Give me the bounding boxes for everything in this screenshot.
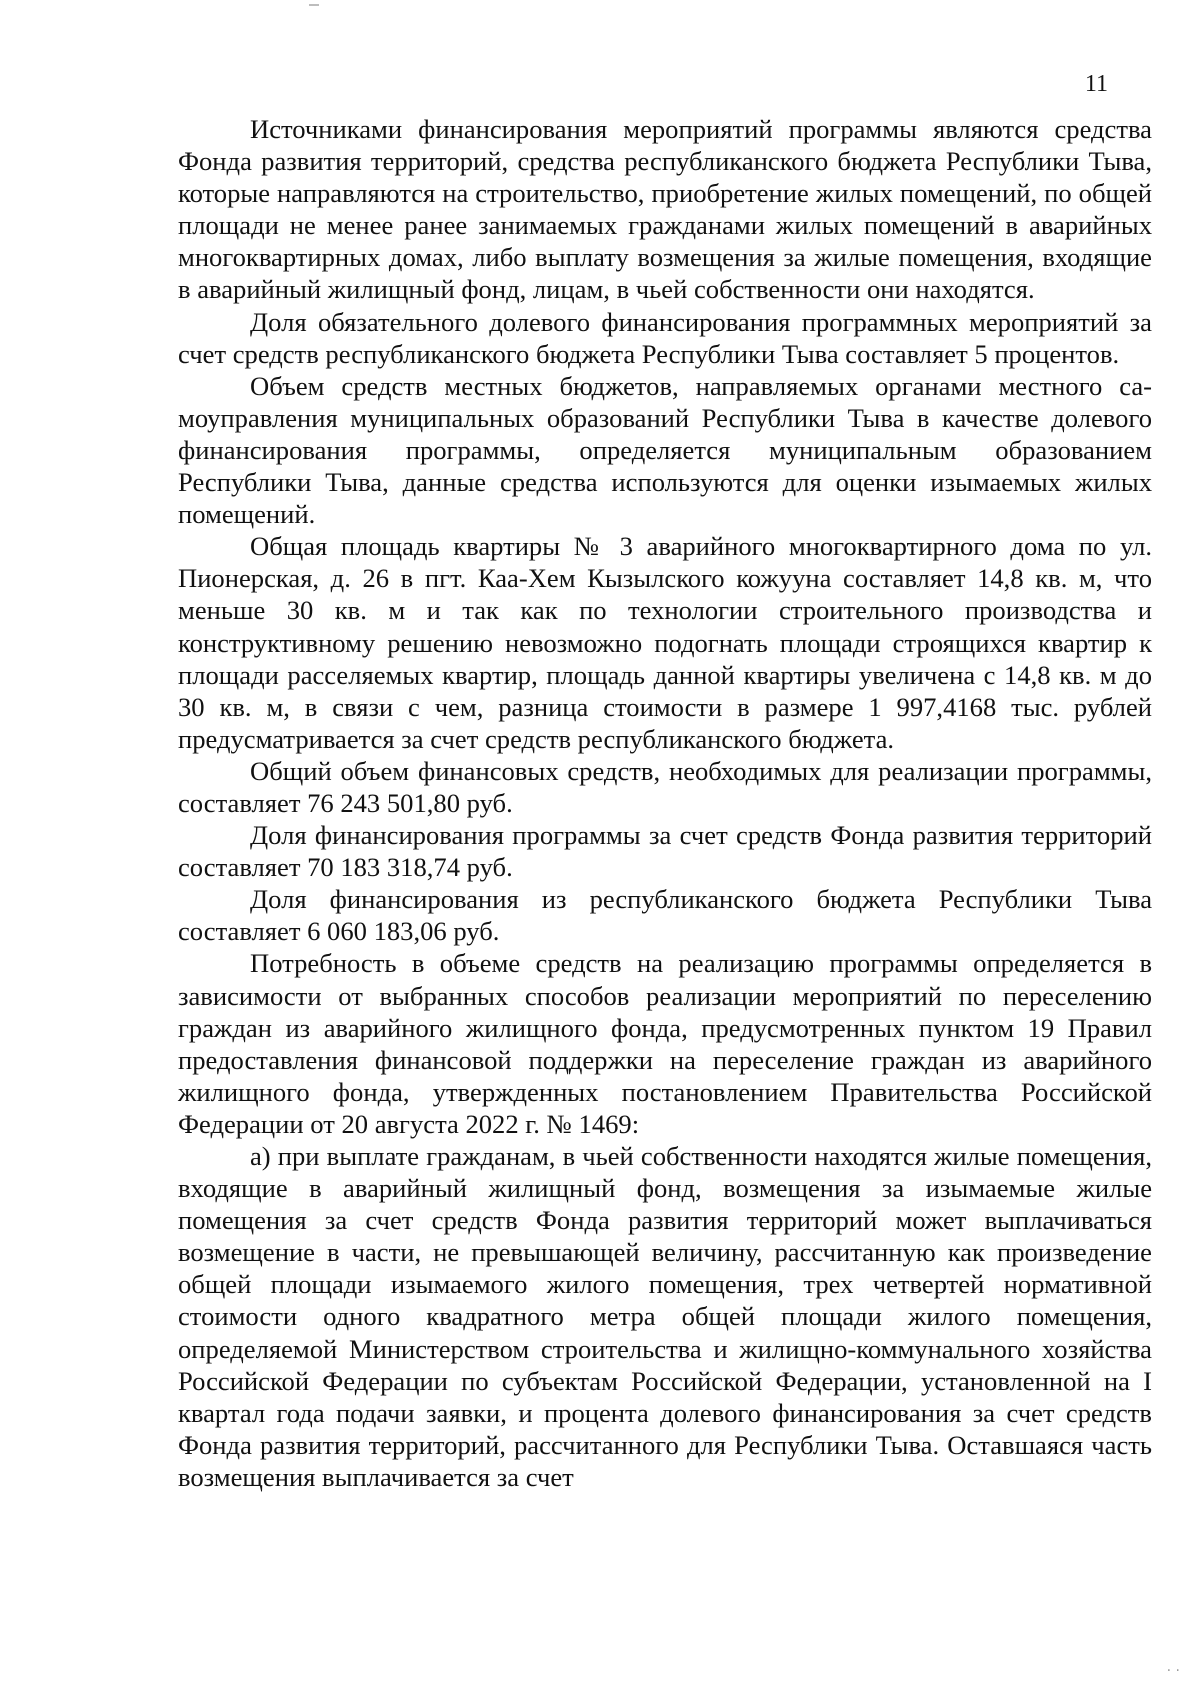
paragraph-local-budgets: Объем средств местных бюджетов, направляемых органами местного самоуправления муниципальных образований Республики Тыва в качестве долевого финансирования программы, определяется муниципальным образованием Республики Тыва, данные средства используются для оценки изымаемых жилых помещений. — [178, 370, 1152, 530]
paragraph-mandatory-share: Доля обязательного долевого финансирования программных мероприятий за счет средств республиканского бюджета Республики Тыва составляет 5 процентов. — [178, 306, 1152, 369]
paragraph-funding-sources: Источниками финансирования мероприятий программы являются средства Фонда развития территорий, средства республиканского бюджета Республики Тыва, которые направляются на строительство, приобретение жилых помещений, по общей площади не менее ранее занимаемых гражданами жилых помещений в аварийных многоквартирных домах, либо выплату возмещения за жилые помещения, входящие в аварийный жилищный фонд, лицам, в чьей собственности они находятся. — [178, 114, 1152, 305]
scan-artifact — [309, 4, 319, 6]
document-body — [178, 113, 1152, 1493]
paragraph-funding-need: Потребность в объеме средств на реализацию программы определяется в зависимости от выбранных способов реализации мероприятий по переселению граждан из аварийного жилищного фонда, предусмотренных пунктом 19 Правил предоставления финансовой поддержки на переселение граждан из аварийного жилищного фонда, утвержденных постановлением Правительства Российской Федерации от 20 августа 2022 г. № 1469: — [178, 948, 1152, 1139]
page-number: 11 — [1084, 71, 1108, 97]
paragraph-republic-share: Доля финансирования из республиканского бюджета Республики Тыва составляет 6 060 183,06 руб. — [178, 884, 1152, 947]
scan-artifact-corner: · · — [1166, 1663, 1180, 1679]
paragraph-apartment-area: Общая площадь квартиры № 3 аварийного многоквартирного дома по ул. Пионерская, д. 26 в пгт. Каа-Хем Кызылского кожууна составляет 14,8 кв. м, что меньше 30 кв. м и так как по технологии строительного производства и конструктивному решению невозможно подогнать площади строящихся квартир к площади расселяемых квартир, площадь данной квартиры увеличена с 14,8 кв. м до 30 кв. м, в связи с чем, разница стоимости в размере 1 997,4168 тыс. рублей предусматривается за счет средств республиканского бюджета. — [178, 531, 1152, 754]
paragraph-total-volume: Общий объем финансовых средств, необходимых для реализации программы, составляет 76 243 501,80 руб. — [178, 755, 1152, 818]
paragraph-item-a: а) при выплате гражданам, в чьей собственности находятся жилые помещения, входящие в аварийный жилищный фонд, возмещения за изымаемые жилые помещения за счет средств Фонда развития территорий может выплачиваться возмещение в части, не превышающей величину, рассчитанную как произведение общей площади изымаемого жилого помещения, трех четвертей нормативной стоимости одного квадратного метра общей площади жилого помещения, определяемой Министерством строительства и жилищно-коммунального хозяйства Российской Федерации по субъектам Российской Федерации, установленной на I квартал года подачи заявки, и процента долевого финансирования за счет средств Фонда развития территорий, рассчитанного для Республики Тыва. Оставшаяся часть возмещения выплачивается за счет — [178, 1141, 1152, 1492]
paragraph-fund-share: Доля финансирования программы за счет средств Фонда развития территорий составляет 70 183 318,74 руб. — [178, 820, 1152, 883]
